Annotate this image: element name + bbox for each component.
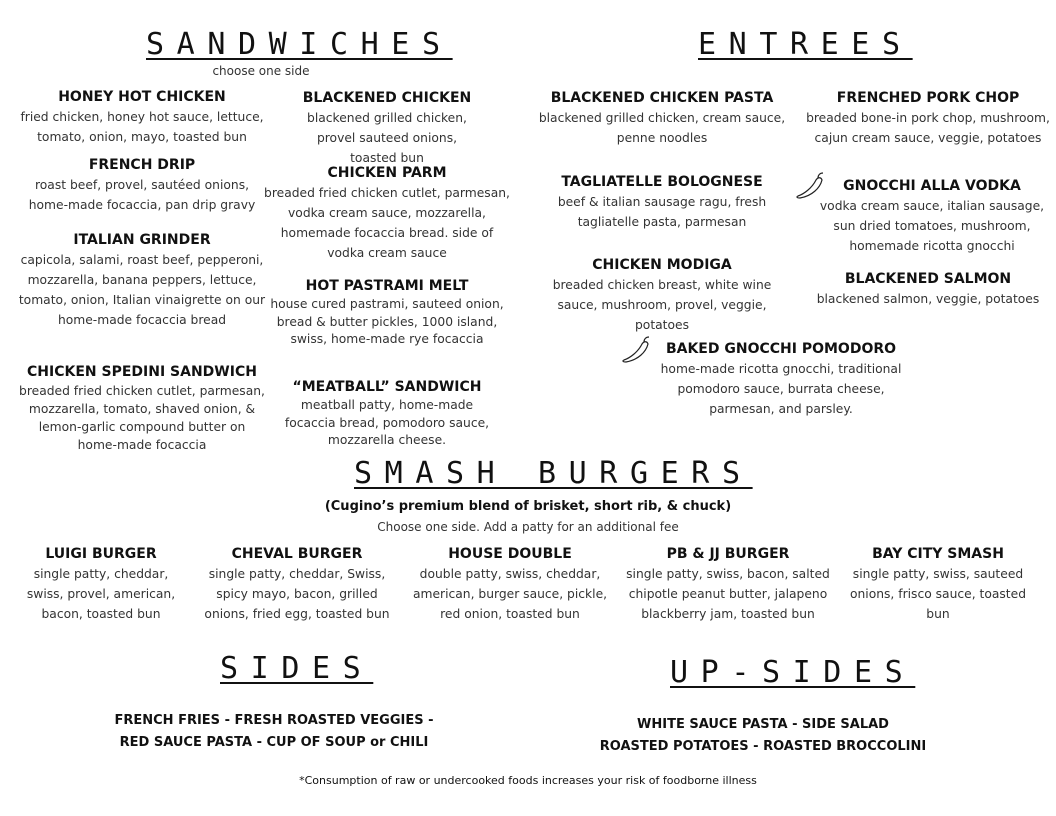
item-description: breaded chicken breast, white wine sauce, mushroom, provel, veggie, potatoes xyxy=(552,278,772,332)
menu-item-baked-gnocchi-pomodoro xyxy=(656,339,906,419)
item-description: single patty, swiss, sauteed onions, frisco sauce, toasted bun xyxy=(849,567,1027,621)
sides-line-1: FRENCH FRIES - FRESH ROASTED VEGGIES - xyxy=(114,713,434,728)
item-name: FRENCH DRIP xyxy=(88,157,196,173)
item-name: ITALIAN GRINDER xyxy=(73,232,211,248)
chili-pepper-icon xyxy=(620,336,652,364)
menu-item-bay-city-smash xyxy=(840,544,1036,624)
menu-item-blackened-chicken-pasta xyxy=(532,88,792,148)
menu-item-tagliatelle-bolognese xyxy=(532,172,792,232)
item-description: house cured pastrami, sauteed onion, bread & butter pickles, 1000 island, swiss, home-made rye focaccia xyxy=(270,297,504,346)
item-description: home-made ricotta gnocchi, traditional pomodoro sauce, burrata cheese, parmesan, and parsley. xyxy=(660,362,902,416)
item-description: breaded fried chicken cutlet, parmesan, vodka cream sauce, mozzarella, homemade focaccia bread. side of vodka cream sauce xyxy=(264,186,510,260)
item-description: roast beef, provel, sautéed onions, home-made focaccia, pan drip gravy xyxy=(28,178,256,212)
burger-blend-note: (Cugino’s premium blend of brisket, short rib, & chuck) xyxy=(324,499,732,514)
menu-item-cheval-burger xyxy=(200,544,394,624)
menu-item-blackened-chicken xyxy=(262,88,512,168)
item-name: BAKED GNOCCHI POMODORO xyxy=(665,341,897,357)
item-name: BLACKENED CHICKEN PASTA xyxy=(550,90,774,106)
item-name: HOUSE DOUBLE xyxy=(448,546,572,562)
menu-item-luigi-burger xyxy=(8,544,194,624)
item-name: BLACKENED CHICKEN xyxy=(302,90,472,106)
entrees-heading: ENTREES xyxy=(698,27,913,62)
item-name: BLACKENED SALMON xyxy=(844,271,1012,287)
menu-item-frenched-pork-chop xyxy=(800,88,1056,148)
item-description: single patty, cheddar, swiss, provel, american, bacon, toasted bun xyxy=(26,567,176,621)
up-sides-heading: UP-SIDES xyxy=(670,655,916,690)
item-description: meatball patty, home-made focaccia bread, pomodoro sauce, mozzarella cheese. xyxy=(284,398,490,447)
sandwiches-heading: SANDWICHES xyxy=(146,27,453,62)
burger-side-note: Choose one side. Add a patty for an additional fee xyxy=(377,520,679,534)
menu-item-french-drip xyxy=(18,155,266,215)
item-description: blackened salmon, veggie, potatoes xyxy=(816,292,1040,306)
item-name: “MEATBALL” SANDWICH xyxy=(292,379,482,395)
menu-item-house-double xyxy=(412,544,608,624)
menu-item-blackened-salmon xyxy=(810,269,1046,309)
item-description: vodka cream sauce, italian sausage, sun dried tomatoes, mushroom, homemade ricotta gnocchi xyxy=(819,199,1045,253)
menu-item-pb-jj-burger xyxy=(622,544,834,624)
item-name: CHICKEN PARM xyxy=(327,165,447,181)
item-description: blackened grilled chicken, cream sauce, penne noodles xyxy=(538,111,786,145)
item-description: single patty, cheddar, Swiss, spicy mayo, bacon, grilled onions, fried egg, toasted bun xyxy=(204,567,390,621)
item-description: beef & italian sausage ragu, fresh tagliatelle pasta, parmesan xyxy=(557,195,767,229)
menu-item-hot-pastrami-melt xyxy=(262,276,512,349)
menu-item-meatball-sandwich xyxy=(262,377,512,450)
menu-item-gnocchi-alla-vodka xyxy=(815,176,1049,256)
item-name: BAY CITY SMASH xyxy=(872,546,1004,562)
sides-line-2: RED SAUCE PASTA - CUP OF SOUP or CHILI xyxy=(119,735,429,750)
up-sides-line-1: WHITE SAUCE PASTA - SIDE SALAD xyxy=(637,717,889,732)
item-name: CHICKEN SPEDINI SANDWICH xyxy=(27,364,257,380)
sandwiches-note: choose one side xyxy=(212,64,310,78)
item-description: fried chicken, honey hot sauce, lettuce, tomato, onion, mayo, toasted bun xyxy=(20,110,264,144)
menu-item-italian-grinder xyxy=(18,230,266,330)
sides-heading: SIDES xyxy=(220,651,374,686)
menu-item-chicken-parm xyxy=(262,163,512,263)
item-description: double patty, swiss, cheddar, american, burger sauce, pickle, red onion, toasted bun xyxy=(412,567,608,621)
menu-item-chicken-modiga xyxy=(532,255,792,335)
smash-burgers-heading: SMASH BURGERS xyxy=(354,456,753,491)
item-name: CHICKEN MODIGA xyxy=(592,257,732,273)
item-name: GNOCCHI ALLA VODKA xyxy=(843,178,1021,194)
chili-pepper-icon xyxy=(794,172,826,200)
menu-item-honey-hot-chicken xyxy=(18,87,266,147)
item-name: TAGLIATELLE BOLOGNESE xyxy=(561,174,763,190)
item-description: breaded bone-in pork chop, mushroom, cajun cream sauce, veggie, potatoes xyxy=(806,111,1050,145)
item-name: LUIGI BURGER xyxy=(45,546,157,562)
menu-item-chicken-spedini-sandwich xyxy=(18,362,266,454)
food-safety-disclaimer: *Consumption of raw or undercooked foods increases your risk of foodborne illness xyxy=(299,774,757,787)
item-name: PB & JJ BURGER xyxy=(666,546,790,562)
up-sides-line-2: ROASTED POTATOES - ROASTED BROCCOLINI xyxy=(599,739,927,754)
item-name: HONEY HOT CHICKEN xyxy=(58,89,226,105)
item-name: HOT PASTRAMI MELT xyxy=(305,278,469,294)
item-description: breaded fried chicken cutlet, parmesan, mozzarella, tomato, shaved onion, & lemon-garlic compound butter on home-made focaccia xyxy=(19,384,265,452)
item-description: capicola, salami, roast beef, pepperoni, mozzarella, banana peppers, lettuce, tomato, onion, Italian vinaigrette on our home-made focaccia bread xyxy=(18,253,266,327)
item-name: CHEVAL BURGER xyxy=(231,546,363,562)
item-description: single patty, swiss, bacon, salted chipotle peanut butter, jalapeno blackberry jam, toasted bun xyxy=(626,567,830,621)
item-name: FRENCHED PORK CHOP xyxy=(836,90,1020,106)
item-description: blackened grilled chicken, provel sauteed onions, toasted bun xyxy=(307,111,467,165)
